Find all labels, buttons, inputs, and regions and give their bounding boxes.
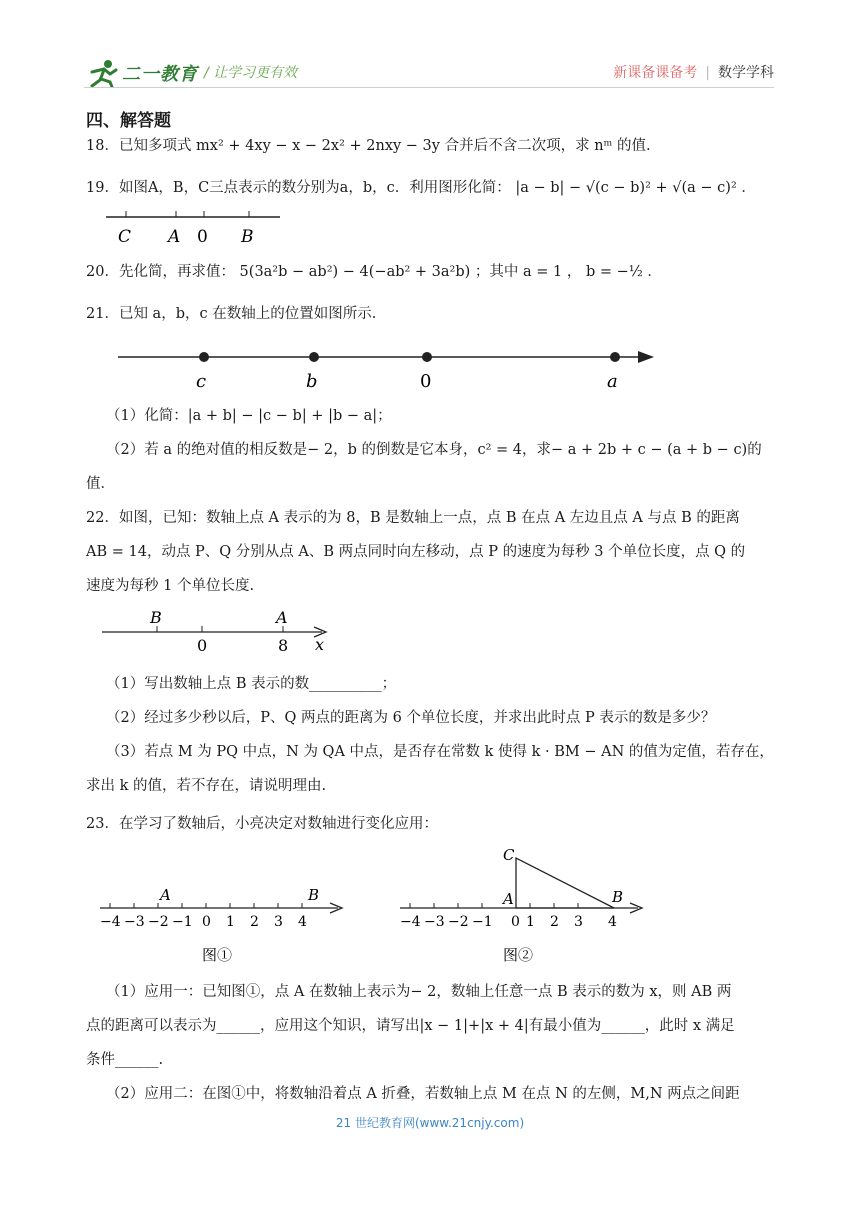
fig23b-tick-m1: −1 [472,914,493,930]
question-23-part-1-line-1: （1）应用一：已知图①，点 A 在数轴上表示为− 2，数轴上任意一点 B 表示的数为 x，则 AB 两 [106,984,732,1000]
logo-text: 二一教育 [122,64,198,85]
fig23b-tick-3: 3 [574,914,583,930]
header-rule [84,87,774,88]
header-subject: 数学学科 [718,65,774,81]
question-21: 21．已知 a，b，c 在数轴上的位置如图所示. [86,306,377,322]
fig23b-tick-m4: −4 [400,914,421,930]
question-22-line-2: AB = 14，动点 P、Q 分别从点 A、B 两点同时向左移动，点 P 的速度为每秒 3 个单位长度，点 Q 的 [86,544,746,560]
question-22-line-3: 速度为每秒 1 个单位长度. [86,578,255,594]
question-20: 20．先化简，再求值： 5(3a²b − ab²) − 4(−ab² + 3a²b) ；其中 a = 1 ， b = −½ ． [86,264,662,280]
figure-23-2 [398,838,648,966]
fig23a-tick-0: 0 [202,914,211,930]
header-separator: | [705,65,710,81]
fig19-label-0: 0 [197,227,208,246]
fig23-caption-1: 图① [202,946,233,964]
fig23b-label-c: C [503,846,515,864]
question-18: 18．已知多项式 mx² + 4xy − x − 2x² + 2nxy − 3y 合并后不含二次项，求 nᵐ 的值. [86,138,651,154]
page-header [0,0,860,100]
fig23a-tick-m2: −2 [148,914,169,930]
section-title: 四、解答题 [86,111,171,131]
fig23a-label-a: A [160,886,171,904]
question-21-part-2-cont: 值． [86,476,115,492]
fig23a-tick-m1: −1 [172,914,193,930]
fig23a-tick-m3: −3 [124,914,145,930]
fig22-label-0: 0 [197,636,208,655]
fig23b-tick-0: 0 [511,914,520,930]
fig21-label-b: b [306,371,318,392]
question-19: 19．如图A，B，C三点表示的数分别为a，b，c．利用图形化简： |a − b| − √(c − b)² + √(a − c)² ． [86,180,756,196]
fig23-caption-2: 图② [503,946,534,964]
question-22-part-3: （3）若点 M 为 PQ 中点，N 为 QA 中点，是否存在常数 k 使得 k · BM − AN 的值为定值，若存在， [106,744,774,760]
fig21-label-0: 0 [420,371,432,392]
question-22-part-3-cont: 求出 k 的值，若不存在，请说明理由. [86,778,327,794]
fig22-label-b: B [150,608,162,627]
runner-logo-icon [86,58,120,88]
fig23a-label-b: B [308,886,320,904]
question-21-part-2: （2）若 a 的绝对值的相反数是− 2，b 的倒数是它本身，c² = 4，求− a + 2b + c − (a + b − c)的 [106,442,762,458]
question-22-part-1: （1）写出数轴上点 B 表示的数__________； [106,676,397,692]
fig22-label-8: 8 [278,636,289,655]
question-22-part-2: （2）经过多少秒以后，P、Q 两点的距离为 6 个单位长度，并求出此时点 P 表示的数是多少？ [106,710,716,726]
fig23b-label-b: B [612,888,624,906]
fig23b-tick-m2: −2 [448,914,469,930]
question-23-part-1-line-2: 点的距离可以表示为______，应用这个知识，请写出|x − 1|+|x + 4|有最小值为______，此时 x 满足 [86,1018,735,1034]
header-right [613,62,774,82]
fig19-label-a: A [168,227,181,246]
fig23a-tick-3: 3 [274,914,283,930]
slogan: / 让学习更有效 [204,65,298,81]
fig23b-tick-m3: −3 [424,914,445,930]
fig23b-tick-1: 1 [526,914,535,930]
fig23b-tick-4: 4 [608,914,617,930]
header-course: 新课备课备考 [613,65,698,81]
figure-22-number-line [100,608,340,656]
fig22-label-a: A [276,608,288,627]
question-22-line-1: 22．如图，已知：数轴上点 A 表示的为 8，B 是数轴上一点，点 B 在点 A 左边且点 A 与点 B 的距离 [86,510,740,526]
fig23a-tick-1: 1 [226,914,235,930]
question-23-part-1-line-3: 条件______. [86,1052,164,1068]
question-23-part-2: （2）应用二：在图①中，将数轴沿着点 A 折叠，若数轴上点 M 在点 N 的左侧，M,N 两点之间距 [106,1086,740,1102]
footer-link[interactable]: 21 世纪教育网(www.21cnjy.com) [335,1116,525,1130]
fig23a-tick-4: 4 [298,914,307,930]
figure-19-number-line [104,204,284,246]
question-21-part-1: （1）化简：|a + b| − |c − b| + |b − a|； [106,408,392,424]
figure-23-1 [98,876,348,966]
fig23b-tick-2: 2 [550,914,559,930]
fig19-label-c: C [118,227,132,246]
fig23a-tick-2: 2 [250,914,259,930]
fig21-label-a: a [607,371,618,392]
fig19-label-b: B [241,227,254,246]
fig23a-tick-m4: −4 [100,914,121,930]
fig21-label-c: c [196,371,207,392]
question-23: 23．在学习了数轴后，小亮决定对数轴进行变化应用： [86,816,438,832]
fig22-label-x: x [315,635,325,654]
fig23b-label-a: A [503,890,514,908]
figure-21-number-line [114,340,662,392]
